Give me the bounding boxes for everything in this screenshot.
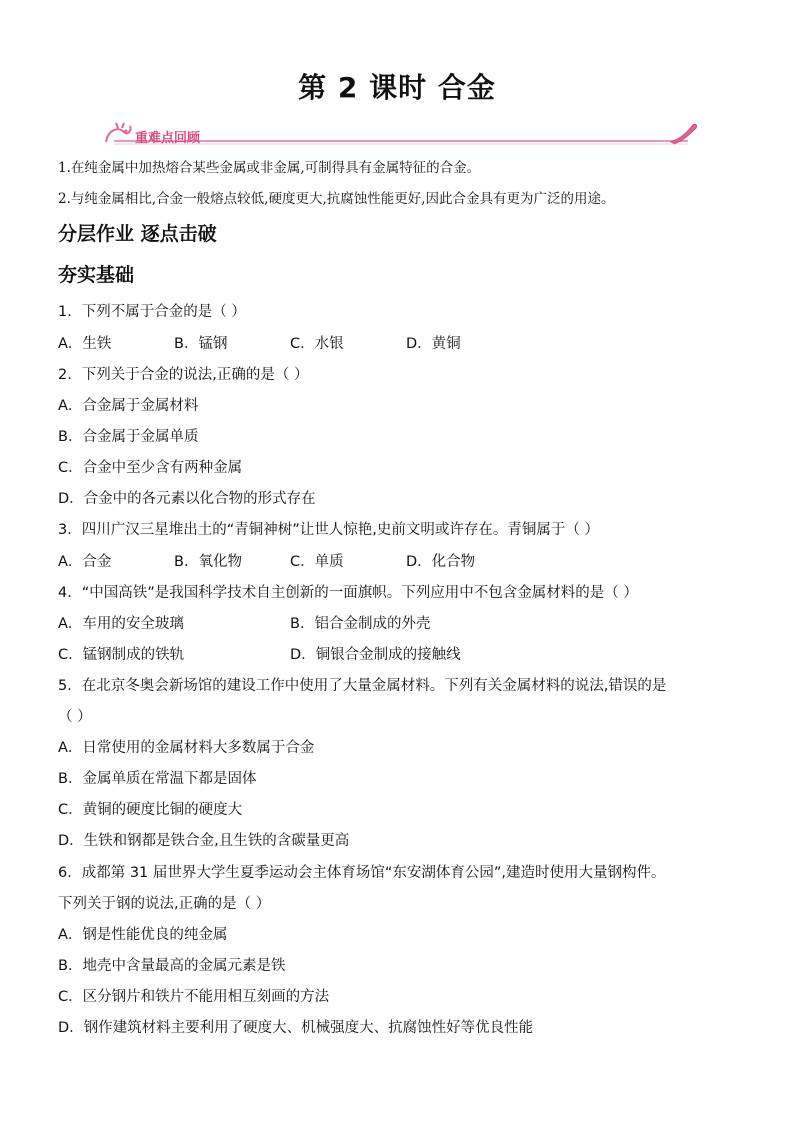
question-5-option-a: A．日常使用的金属材料大多数属于合金 [58,740,315,756]
page-title: 第 2 课时 合金 [298,71,496,104]
question-4-option-d: D．铜银合金制成的接触线 [290,647,461,663]
question-3-option-a: A．合金 [58,554,112,570]
question-4-option-c: C．锰钢制成的铁轨 [58,647,185,663]
banner-label: 重难点回顾 [135,131,201,146]
question-5-stem-continued: （ ） [58,709,92,725]
question-3-stem: 3．四川广汉三星堆出土的“青铜神树”让世人惊艳,史前文明或许存在。青铜属于（ ） [58,522,599,538]
question-2-option-a: A．合金属于金属材料 [58,398,199,414]
question-4-stem: 4．“中国高铁”是我国科学技术自主创新的一面旗帜。下列应用中不包含金属材料的是（ ） [58,585,638,601]
question-5-option-d: D．生铁和钢都是铁合金,且生铁的含碳量更高 [58,833,350,849]
question-1-option-a: A．生铁 [58,336,112,352]
question-6-option-b: B．地壳中含量最高的金属元素是铁 [58,958,286,974]
question-3-option-b: B．氧化物 [174,554,242,570]
question-6-option-a: A．钢是性能优良的纯金属 [58,927,228,943]
question-6-stem: 6．成都第 31 届世界大学生夏季运动会主体育场馆“东安湖体育公园”,建造时使用大量钢构件。 [58,865,666,881]
question-6-option-d: D．钢作建筑材料主要利用了硬度大、机械强度大、抗腐蚀性好等优良性能 [58,1020,534,1036]
question-5-option-b: B．金属单质在常温下都是固体 [58,771,257,787]
question-1-option-c: C．水银 [290,336,344,352]
question-3-option-d: D．化合物 [406,554,476,570]
question-5-option-c: C．黄铜的硬度比铜的硬度大 [58,802,243,818]
review-point-2: 2.与纯金属相比,合金一般熔点较低,硬度更大,抗腐蚀性能更好,因此合金具有更为广泛的用途。 [58,191,615,207]
question-1-option-b: B．锰钢 [174,336,228,352]
section-heading-basics: 夯实基础 [58,264,135,286]
section-heading-layered-homework: 分层作业 逐点击破 [58,223,217,245]
question-2-option-d: D．合金中的各元素以化合物的形式存在 [58,491,316,507]
question-5-stem: 5．在北京冬奥会新场馆的建设工作中使用了大量金属材料。下列有关金属材料的说法,错误的是 [58,678,667,694]
question-2-option-b: B．合金属于金属单质 [58,429,199,445]
question-1-option-d: D．黄铜 [406,336,461,352]
review-point-1: 1.在纯金属中加热熔合某些金属或非金属,可制得具有金属特征的合金。 [58,160,481,176]
question-1-stem: 1．下列不属于合金的是（ ） [58,304,246,320]
dragon-icon [106,123,131,142]
question-2-stem: 2．下列关于合金的说法,正确的是（ ） [58,367,309,383]
question-4-option-a: A．车用的安全玻璃 [58,616,184,632]
question-2-option-c: C．合金中至少含有两种金属 [58,460,243,476]
question-3-option-c: C．单质 [290,554,344,570]
question-4-option-b: B．铝合金制成的外壳 [290,616,431,632]
question-6-stem-continued: 下列关于钢的说法,正确的是（ ） [58,896,271,912]
question-6-option-c: C．区分钢片和铁片不能用相互刻画的方法 [58,989,330,1005]
